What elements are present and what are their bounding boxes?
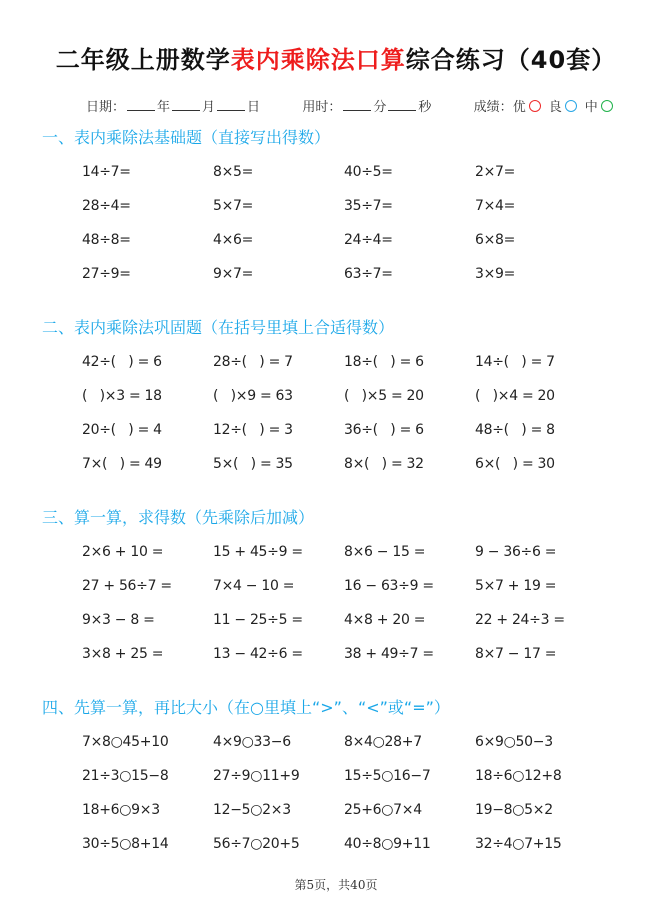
problem-item: 42÷( ) = 6	[82, 354, 162, 370]
problem-item: 27 + 56÷7 =	[82, 578, 172, 594]
problem-item: 20÷( ) = 4	[82, 422, 162, 438]
page-title	[0, 40, 672, 75]
problem-item: 3×9=	[475, 266, 516, 282]
problem-item: 25+6○7×4	[344, 802, 422, 818]
problem-item: 9×3 − 8 =	[82, 612, 155, 628]
title-highlight: 表内乘除法口算	[230, 46, 406, 74]
problem-item: 13 − 42÷6 =	[213, 646, 303, 662]
problem-item: 63÷7=	[344, 266, 393, 282]
section-title: 四、先算一算，再比大小（在○里填上“>”、“<”或“=”）	[42, 698, 450, 717]
problem-grid	[82, 730, 642, 866]
problem-item: 6×( ) = 30	[475, 456, 555, 472]
problem-item: 4×9○33−6	[213, 734, 291, 750]
section-3	[42, 506, 642, 676]
problem-grid	[82, 540, 642, 676]
problem-item: 2×7=	[475, 164, 516, 180]
problem-item: ( )×5 = 20	[344, 388, 424, 404]
problem-item: 5×( ) = 35	[213, 456, 293, 472]
minute-label: 分	[373, 100, 387, 115]
problem-item: 4×6=	[213, 232, 254, 248]
section-4	[42, 696, 642, 866]
problem-item: 18÷( ) = 6	[344, 354, 424, 370]
section-1	[42, 126, 642, 296]
problem-item: 8×7 − 17 =	[475, 646, 557, 662]
problem-item: 8×5=	[213, 164, 254, 180]
section-title: 一、表内乘除法基础题（直接写出得数）	[42, 128, 331, 147]
problem-item: ( )×9 = 63	[213, 388, 293, 404]
problem-item: 5×7 + 19 =	[475, 578, 557, 594]
grade-good-circle-icon[interactable]	[565, 100, 577, 112]
problem-item: 21÷3○15−8	[82, 768, 169, 784]
problem-item: 27÷9○11+9	[213, 768, 300, 784]
problem-item: 22 + 24÷3 =	[475, 612, 565, 628]
score-label: 成绩：	[473, 100, 513, 115]
problem-item: 6×8=	[475, 232, 516, 248]
problem-item: 28÷4=	[82, 198, 131, 214]
problem-grid	[82, 160, 642, 296]
problem-item: 18÷6○12+8	[475, 768, 562, 784]
second-label: 秒	[418, 100, 432, 115]
problem-item: 15 + 45÷9 =	[213, 544, 303, 560]
date-label: 日期：	[86, 100, 126, 115]
problem-item: 28÷( ) = 7	[213, 354, 293, 370]
problem-item: 35÷7=	[344, 198, 393, 214]
problem-item: 7×( ) = 49	[82, 456, 162, 472]
problem-item: 56÷7○20+5	[213, 836, 300, 852]
problem-item: 11 − 25÷5 =	[213, 612, 303, 628]
problem-item: 12÷( ) = 3	[213, 422, 293, 438]
second-blank[interactable]	[388, 98, 416, 111]
problem-item: 36÷( ) = 6	[344, 422, 424, 438]
day-blank[interactable]	[217, 98, 245, 111]
problem-item: 7×8○45+10	[82, 734, 169, 750]
grade-good-label: 良	[548, 100, 562, 115]
section-title: 三、算一算，求得数（先乘除后加减）	[42, 508, 315, 527]
problem-item: 8×4○28+7	[344, 734, 422, 750]
problem-item: 7×4=	[475, 198, 516, 214]
problem-item: 40÷5=	[344, 164, 393, 180]
problem-item: 48÷8=	[82, 232, 131, 248]
problem-item: 4×8 + 20 =	[344, 612, 426, 628]
title-part-3: 综合练习（40套）	[405, 46, 617, 74]
problem-item: 16 − 63÷9 =	[344, 578, 434, 594]
problem-item: 2×6 + 10 =	[82, 544, 164, 560]
problem-grid	[82, 350, 642, 486]
problem-item: 6×9○50−3	[475, 734, 553, 750]
problem-item: 18+6○9×3	[82, 802, 160, 818]
problem-item: 3×8 + 25 =	[82, 646, 164, 662]
problem-item: 38 + 49÷7 =	[344, 646, 434, 662]
problem-item: 5×7=	[213, 198, 254, 214]
problem-item: ( )×3 = 18	[82, 388, 162, 404]
day-label: 日	[247, 100, 261, 115]
problem-item: 24÷4=	[344, 232, 393, 248]
problem-item: 14÷( ) = 7	[475, 354, 555, 370]
title-part-1: 二年级上册数学	[55, 46, 231, 74]
problem-item: 7×4 − 10 =	[213, 578, 295, 594]
problem-item: 12−5○2×3	[213, 802, 291, 818]
problem-item: 9 − 36÷6 =	[475, 544, 557, 560]
problem-item: 8×( ) = 32	[344, 456, 424, 472]
section-2	[42, 316, 642, 486]
time-label: 用时：	[302, 100, 342, 115]
problem-item: 48÷( ) = 8	[475, 422, 555, 438]
problem-item: 14÷7=	[82, 164, 131, 180]
minute-blank[interactable]	[343, 98, 371, 111]
problem-item: 8×6 − 15 =	[344, 544, 426, 560]
year-label: 年	[157, 100, 171, 115]
problem-item: 15÷5○16−7	[344, 768, 431, 784]
info-line	[86, 96, 621, 115]
section-title: 二、表内乘除法巩固题（在括号里填上合适得数）	[42, 318, 395, 337]
month-blank[interactable]	[172, 98, 200, 111]
grade-excellent-circle-icon[interactable]	[529, 100, 541, 112]
month-label: 月	[202, 100, 216, 115]
problem-item: 19−8○5×2	[475, 802, 553, 818]
grade-fair-circle-icon[interactable]	[601, 100, 613, 112]
problem-item: 9×7=	[213, 266, 254, 282]
grade-fair-label: 中	[584, 100, 598, 115]
problem-item: 27÷9=	[82, 266, 131, 282]
page-footer: 第5页，共40页	[294, 878, 378, 892]
grade-excellent-label: 优	[512, 100, 526, 115]
problem-item: 32÷4○7+15	[475, 836, 562, 852]
year-blank[interactable]	[127, 98, 155, 111]
problem-item: ( )×4 = 20	[475, 388, 555, 404]
problem-item: 30÷5○8+14	[82, 836, 169, 852]
problem-item: 40÷8○9+11	[344, 836, 431, 852]
